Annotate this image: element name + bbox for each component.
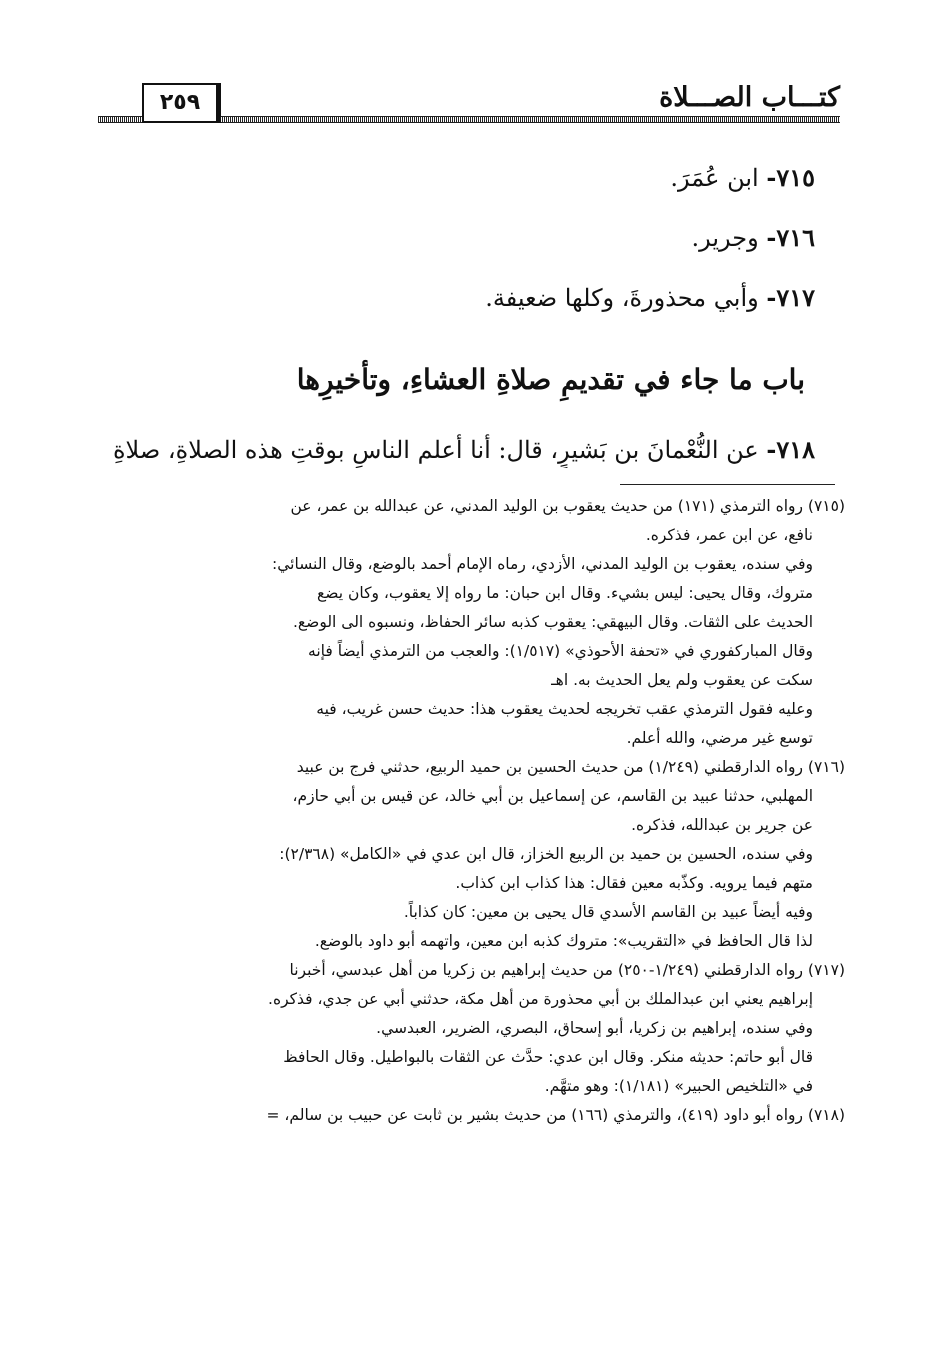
footnote-line: سكت عن يعقوب ولم يعل الحديث به. اهـ: [551, 671, 813, 689]
main-text: [95, 160, 815, 340]
footnote-line: (٧١٨) رواه أبو داود (٤١٩)، والترمذي (١٦٦) من حديث بشير بن ثابت عن حبيب بن سالم، =: [266, 1106, 845, 1124]
footnote-line: إبراهيم يعني ابن عبدالملك بن أبي محذورة من أهل مكة، حدثني أبي عن جدي، فذكره.: [268, 990, 813, 1008]
page-number: ٢٥٩: [142, 83, 218, 123]
footnote-line: (٧١٦) رواه الدارقطني (١/٢٤٩) من حديث الحسين بن حميد الربيع، حدثني فرج بن عبيد: [296, 758, 845, 776]
footnote-line: وفي سنده، إبراهيم بن زكريا، أبو إسحاق، البصري، الضرير، العبدسي.: [376, 1019, 813, 1037]
footnote-line: (٧١٧) رواه الدارقطني (١/٢٤٩-٢٥٠) من حديث إبراهيم بن زكريا من أهل عبدسي، أخبرنا: [289, 961, 845, 979]
footnote-line: المهلبي، حدثنا عبيد بن القاسم، عن إسماعيل بن أبي خالد، عن قيس بن أبي حازم،: [292, 787, 813, 805]
hadith-number: ٧١٥-: [766, 163, 815, 192]
hadith-717: [95, 280, 815, 316]
page-header: [98, 80, 840, 124]
footnote-line: لذا قال الحافظ في «التقريب»: متروك كذبه ابن معين، واتهمه أبو داود بالوضع.: [314, 932, 813, 950]
footnote-separator: [620, 484, 835, 485]
footnote-line: وفي سنده، يعقوب بن الوليد المدني، الأزدي، رماه الإمام أحمد بالوضع، وقال النسائي:: [272, 555, 813, 573]
footnote-line: وعليه فقول الترمذي عقب تخريجه لحديث يعقوب هذا: حديث حسن غريب، فيه: [316, 700, 813, 718]
footnote-line: (٧١٥) رواه الترمذي (١٧١) من حديث يعقوب بن الوليد المدني، عن عبدالله بن عمر، عن: [290, 497, 845, 515]
chapter-title: كتـــاب الصـــلاة: [659, 82, 840, 113]
hadith-number: ٧١٧-: [766, 283, 815, 312]
hadith-716: [95, 220, 815, 256]
footnote-line: عن جرير بن عبدالله، فذكره.: [631, 816, 813, 834]
footnotes: [95, 492, 845, 1130]
section-heading: باب ما جاء في تقديمِ صلاةِ العشاءِ، وتأخيرِها: [296, 363, 805, 396]
hadith-718: [85, 432, 815, 468]
hadith-text: عن النُّعْمانَ بن بَشيرٍ، قال: أنا أعلم الناسِ بوقتِ هذه الصلاةِ، صلاةِ: [112, 436, 767, 464]
hadith-text: ابن عُمَرَ.: [670, 164, 767, 192]
footnote-line: توسع غير مرضي، والله أعلم.: [626, 729, 813, 747]
footnote-line: وقال المباركفوري في «تحفة الأحوذي» (١/٥١٧): والعجب من الترمذي أيضاً فإنه: [308, 642, 813, 660]
footnote-line: نافع، عن ابن عمر، فذكره.: [645, 526, 813, 544]
hadith-text: وأبي محذورةَ، وكلها ضعيفة.: [485, 284, 767, 312]
hadith-text: وجرير.: [691, 224, 767, 252]
footnote-line: الحديث على الثقات. وقال البيهقي: يعقوب كذبه سائر الحفاظ، ونسبوه الى الوضع.: [292, 613, 813, 631]
footnote-line: وفيه أيضاً عبيد بن القاسم الأسدي قال يحيى بن معين: كان كذاباً.: [403, 903, 813, 921]
footnote-line: قال أبو حاتم: حديثه منكر. وقال ابن عدي: حدَّث عن الثقات بالبواطيل. وقال الحافظ: [283, 1048, 813, 1066]
footnote-line: متهم فيما يرويه. وكذّبه معين فقال: هذا كذاب ابن كذاب.: [455, 874, 813, 892]
footnote-line: متروك، وقال يحيى: ليس بشيء. وقال ابن حبان: ما رواه إلا يعقوب، وكان يضع: [317, 584, 813, 602]
hadith-715: [95, 160, 815, 196]
footnote-line: في «التلخيص الحبير» (١/١٨١): وهو متهَّم.: [544, 1077, 813, 1095]
footnote-line: وفي سنده، الحسين بن حميد بن الربيع الخزاز، قال ابن عدي في «الكامل» (٢/٣٦٨):: [279, 845, 813, 863]
hadith-number: ٧١٦-: [766, 223, 815, 252]
hadith-number: ٧١٨-: [766, 435, 815, 464]
